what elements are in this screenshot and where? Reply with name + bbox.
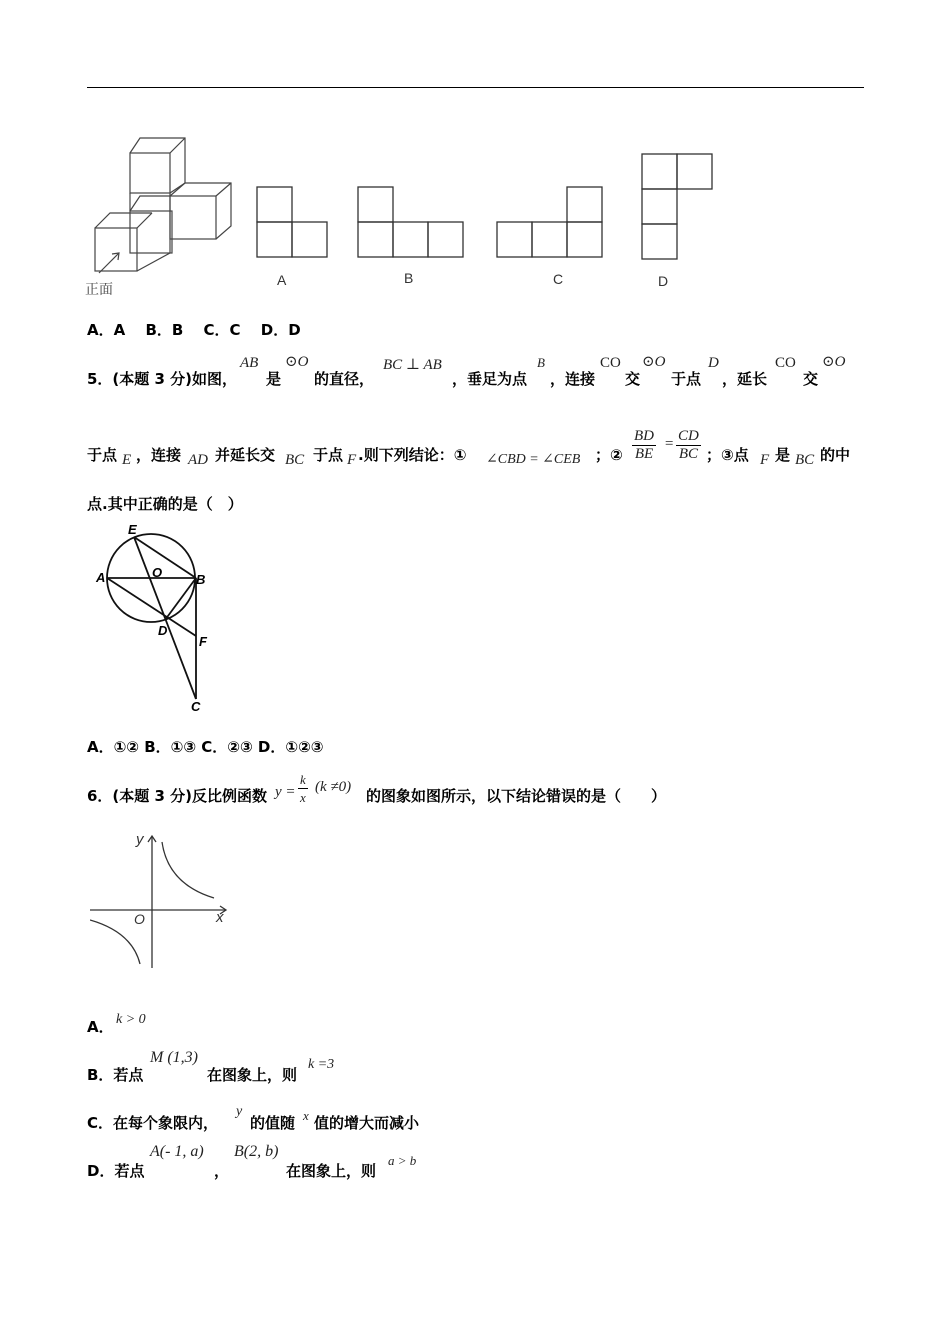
q6-suffix: 的图象如图所示，以下结论错误的是（ ） xyxy=(366,787,667,805)
view-a-figure xyxy=(255,185,330,290)
hyperbola-branch-q1 xyxy=(162,842,214,898)
q6-y-eq: y = xyxy=(275,784,296,800)
q5-diameter: 的直径， xyxy=(314,370,375,388)
q5-ab: AB xyxy=(240,355,259,371)
origin-label: O xyxy=(134,911,145,927)
q6-frac-x: x xyxy=(300,790,306,805)
q5-circle-figure xyxy=(92,522,227,714)
q6-option-d-math: a > b xyxy=(388,1153,417,1168)
q5-circle-o3: ⊙O xyxy=(822,354,846,370)
q5-is: 是 xyxy=(266,370,282,388)
front-label: 正面 xyxy=(85,281,113,297)
q6-option-d-mid: 在图象上，则 xyxy=(286,1162,377,1180)
q5-co2: CO xyxy=(775,355,796,371)
q5-co: CO xyxy=(600,355,621,371)
q6-option-c-y: y xyxy=(236,1104,243,1119)
q5-point-f: F xyxy=(347,452,357,468)
view-d-figure xyxy=(640,152,715,294)
q5-bc2: BC xyxy=(795,452,815,468)
q5-fig-label-d: D xyxy=(158,623,168,638)
q6-option-b-math2: k =3 xyxy=(308,1057,335,1072)
q5-point-e: E xyxy=(122,452,132,468)
q4-options: A．A B．B C．C D．D xyxy=(87,321,301,339)
q5-connect2: ，连接 xyxy=(136,446,182,464)
q6-option-c-mid: 的值随 xyxy=(250,1114,296,1132)
q6-option-c-end: 值的增大而减小 xyxy=(314,1114,420,1132)
view-d-label: D xyxy=(658,273,669,289)
q5-bc: BC xyxy=(285,452,305,468)
q5-frac2-num: CD xyxy=(678,428,699,444)
q5-angle-eq: ∠CBD = ∠CEB xyxy=(486,452,581,467)
view-b-label: B xyxy=(404,270,414,286)
q6-option-b-math: M (1,3) xyxy=(150,1049,198,1066)
q5-circle-o2: ⊙O xyxy=(642,354,666,370)
q5-eq: = xyxy=(664,436,675,452)
q5-fig-label-o: O xyxy=(152,565,163,580)
q5-prefix: 5．(本题 3 分)如图， xyxy=(87,370,238,388)
q5-frac2 xyxy=(676,428,701,463)
hyperbola-branch-q3 xyxy=(90,920,140,964)
q5-mid: 的中 xyxy=(820,446,851,464)
q5-foot: ，垂足为点 xyxy=(452,370,528,388)
q5-circle-o: ⊙O xyxy=(285,354,309,370)
q5-point-d: D xyxy=(708,355,719,371)
q6-cond: (k ≠0) xyxy=(315,779,352,795)
q5-extend: ，延长 xyxy=(722,370,768,388)
q5-fig-label-c: C xyxy=(191,699,201,714)
q6-option-b-mid: 在图象上，则 xyxy=(207,1066,298,1084)
q5-fig-label-f: F xyxy=(199,634,207,649)
q5-fig-label-b: B xyxy=(196,572,206,587)
q5-at-point: 于点 xyxy=(671,370,702,388)
q5-frac1-den: BE xyxy=(634,446,654,462)
q5-bc-perp-ab: BC ⊥ AB xyxy=(383,357,442,373)
q5-options: A．①② B．①③ C．②③ D．①②③ xyxy=(87,738,324,756)
q5-point-b: B xyxy=(537,355,545,370)
q6-prefix: 6．(本题 3 分)反比例函数 xyxy=(87,787,268,805)
q5-semi1: ；② xyxy=(595,446,623,464)
q5-ad: AD xyxy=(188,452,208,468)
header-rule xyxy=(87,87,864,88)
y-axis-label: y xyxy=(136,831,144,848)
q6-option-a-math: k > 0 xyxy=(116,1012,146,1027)
q5-frac2-den: BC xyxy=(678,446,698,462)
q5-intersect: 交 xyxy=(625,370,641,388)
q6-frac-k: k xyxy=(300,772,306,787)
cube-stack-figure xyxy=(82,128,242,303)
q5-point-f2: F xyxy=(760,452,770,468)
q5-at-point2: 于点 xyxy=(313,446,344,464)
q5-fig-label-e: E xyxy=(128,522,137,537)
view-a-label: A xyxy=(277,272,287,288)
q6-option-d-sep: ， xyxy=(214,1162,230,1180)
q6-hyperbola-graph xyxy=(90,828,238,973)
q5-frac1 xyxy=(632,428,656,463)
view-c-figure xyxy=(495,185,607,290)
q5-extend-meet: 并延长交 xyxy=(215,446,276,464)
x-axis-label: x xyxy=(216,909,224,926)
q6-option-d-point-b: B(2, b) xyxy=(234,1143,279,1160)
view-c-label: C xyxy=(553,271,564,287)
q5-intersect2: 交 xyxy=(803,370,819,388)
q6-option-d-label: D．若点 xyxy=(87,1162,145,1180)
q5-semi2: ；③点 xyxy=(706,446,749,464)
q5-conclusions: .则下列结论：① xyxy=(358,446,467,464)
q5-line2-at-point: 于点 xyxy=(87,446,118,464)
q5-is2: 是 xyxy=(775,446,791,464)
q6-frac xyxy=(298,771,308,806)
q5-fig-label-a: A xyxy=(96,570,106,585)
q5-frac1-num: BD xyxy=(634,428,654,444)
q6-option-a-label: A． xyxy=(87,1018,114,1036)
q6-option-d-point-a: A(- 1, a) xyxy=(150,1143,204,1160)
q6-option-c-x: x xyxy=(303,1108,309,1123)
q5-line3: 点.其中正确的是（ ） xyxy=(87,495,243,513)
q6-option-b-label: B．若点 xyxy=(87,1066,144,1084)
q5-connect: ，连接 xyxy=(550,370,596,388)
view-b-figure xyxy=(356,185,466,290)
q6-option-c-label: C．在每个象限内， xyxy=(87,1114,219,1132)
